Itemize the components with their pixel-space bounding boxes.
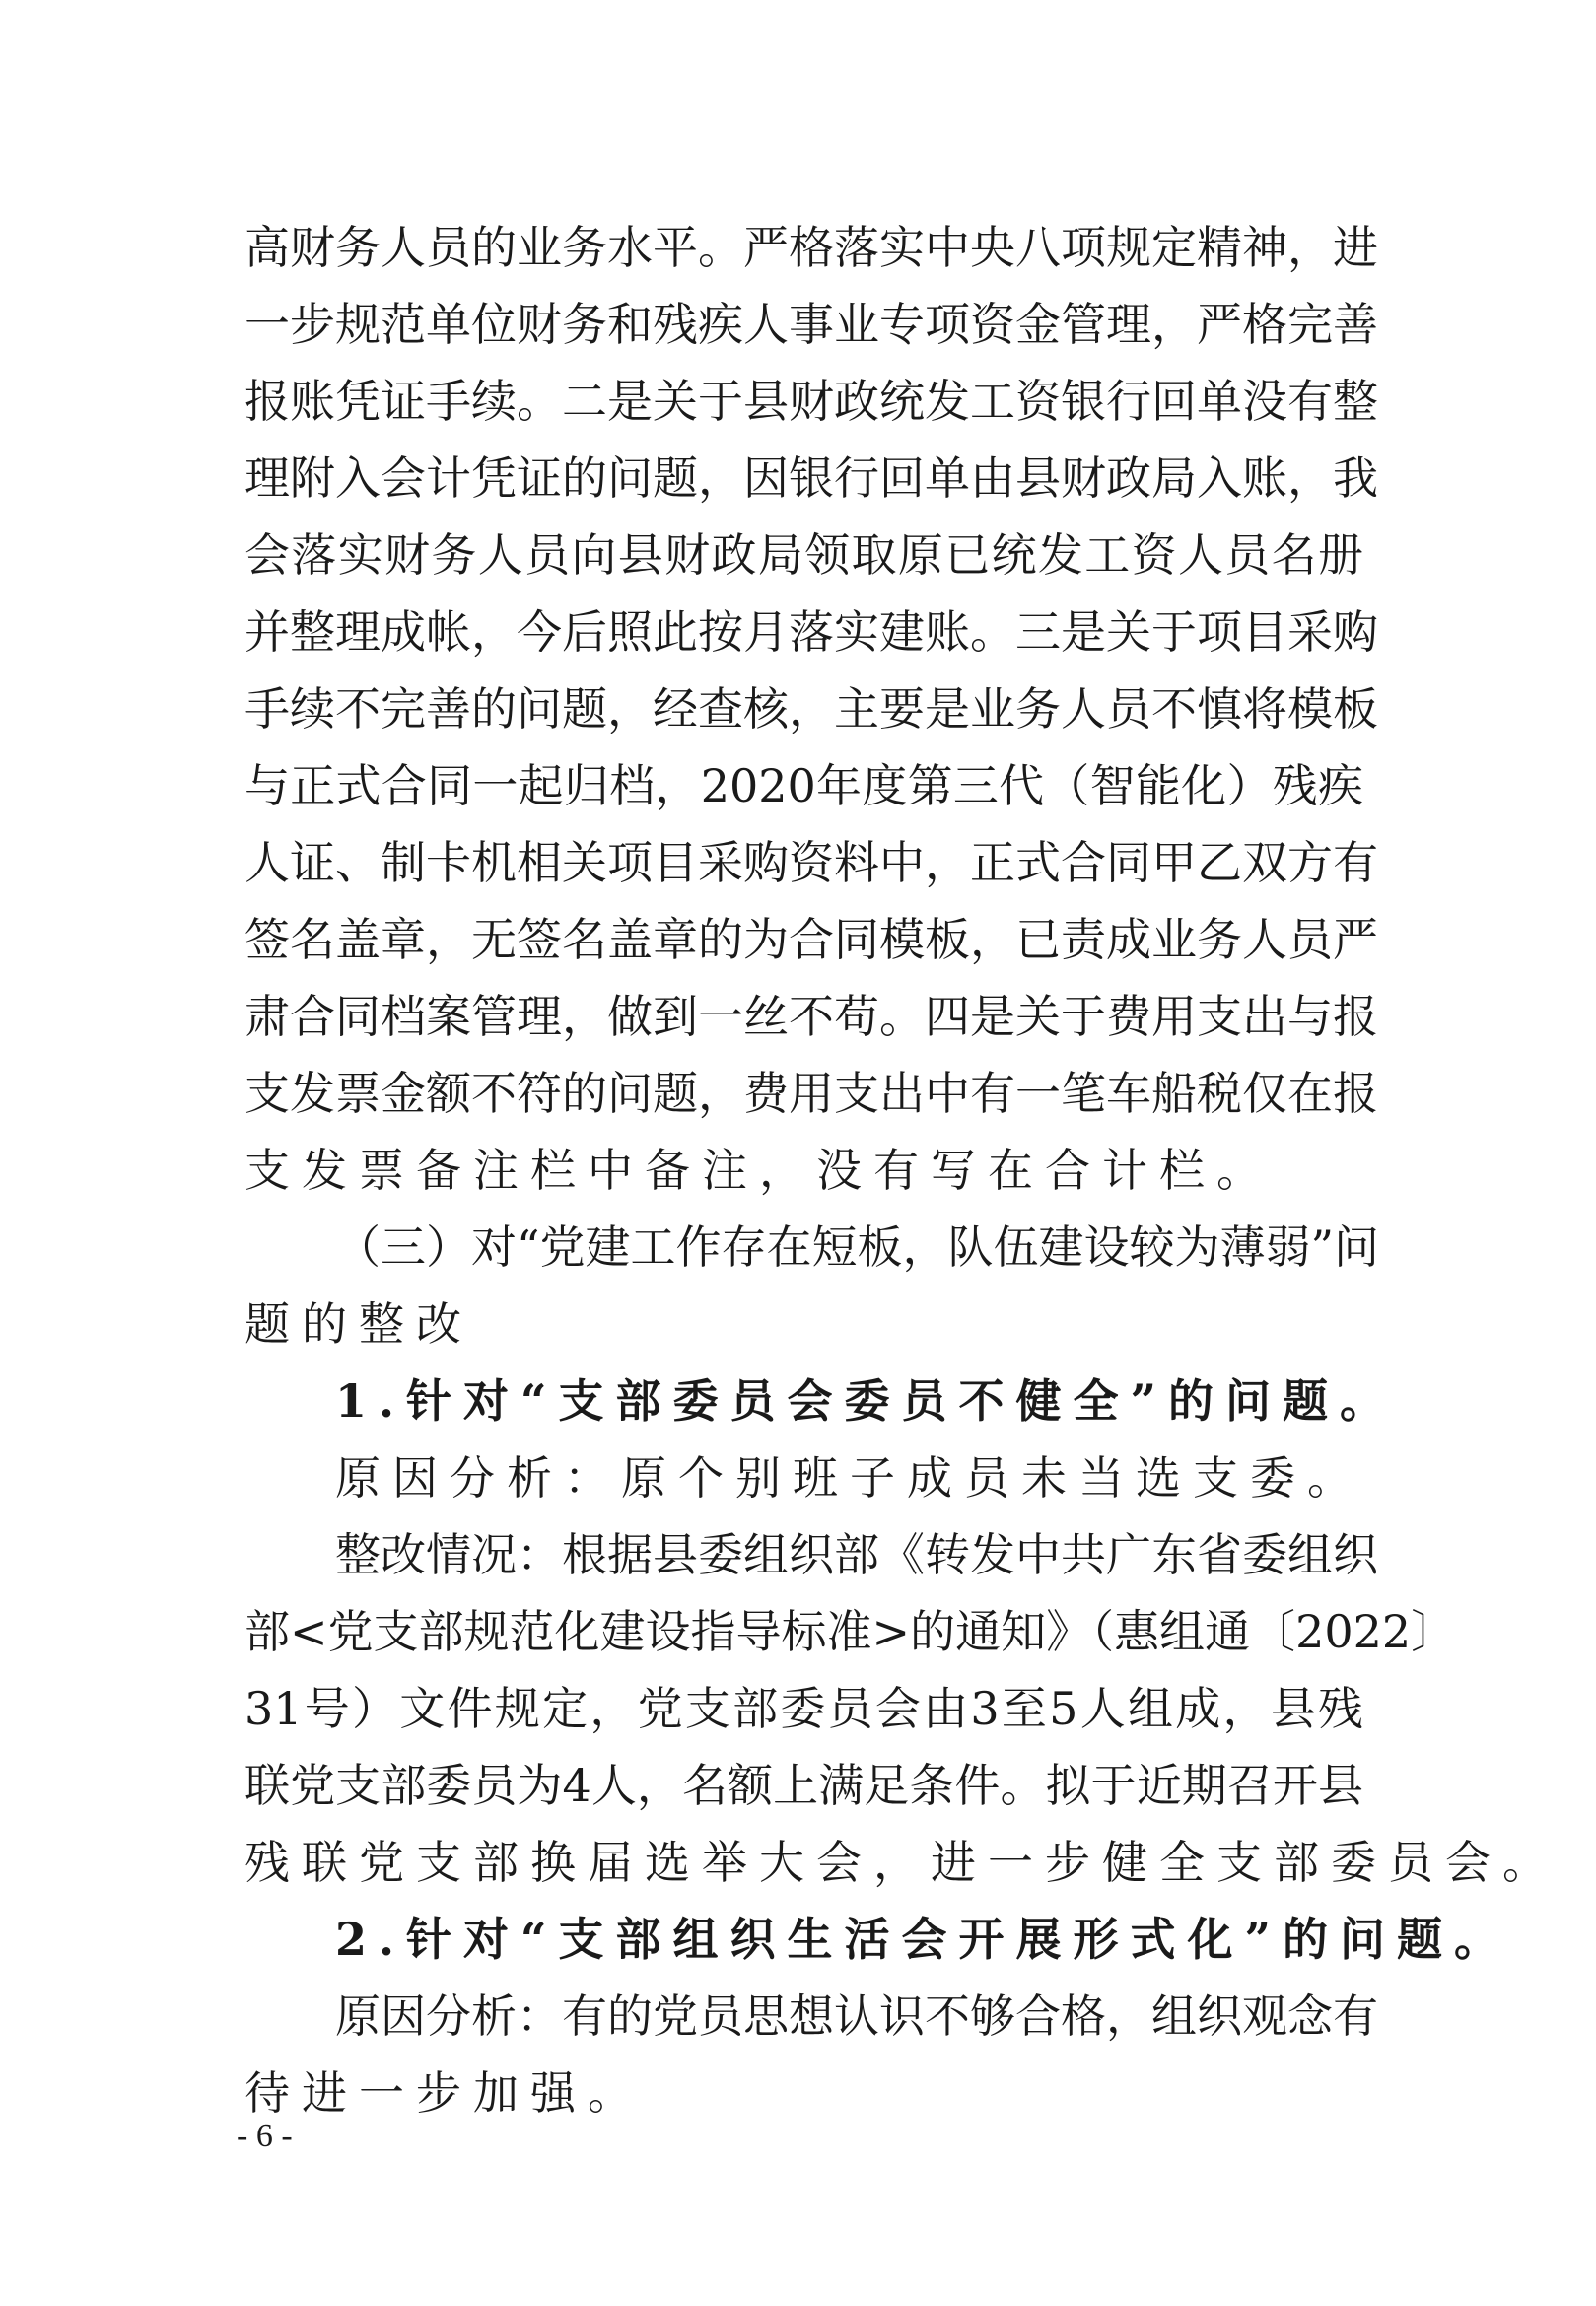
paragraph-line: 残联党支部换届选举大会，进一步健全支部委员会。 (244, 1836, 1560, 1889)
paragraph-line: 与正式合同一起归档，2020年度第三代（智能化）残疾 (244, 759, 1363, 812)
paragraph-line: 支发票金额不符的问题，费用支出中有一笔车船税仅在报 (244, 1067, 1378, 1120)
analysis-line: 原因分析：原个别班子成员未当选支委。 (335, 1451, 1364, 1504)
paragraph-line: 部<党支部规范化建设指导标准>的通知》（惠组通〔2022〕 (244, 1605, 1457, 1658)
paragraph-line: 手续不完善的问题，经查核，主要是业务人员不慎将模板 (244, 682, 1378, 735)
paragraph-line: 会落实财务人员向县财政局领取原已统发工资人员名册 (244, 528, 1363, 582)
analysis-line: 原因分析：有的党员思想认识不够合格，组织观念有 (335, 1990, 1378, 2043)
section-heading-line: 题的整改 (244, 1297, 473, 1351)
page-number: - 6 - (237, 2118, 293, 2154)
section-heading-line: （三）对“党建工作存在短板，队伍建设较为薄弱”问 (335, 1221, 1380, 1274)
subsection-heading: 1.针对“支部委员会委员不健全”的问题。 (335, 1374, 1397, 1428)
paragraph-line: 签名盖章，无签名盖章的为合同模板，已责成业务人员严 (244, 913, 1378, 966)
paragraph-line: 支发票备注栏中备注，没有写在合计栏。 (244, 1144, 1274, 1197)
paragraph-line: 31号）文件规定，党支部委员会由3至5人组成，县残 (244, 1682, 1363, 1735)
paragraph-line: 联党支部委员为4人，名额上满足条件。拟于近期召开县 (244, 1759, 1363, 1812)
subsection-heading: 2.针对“支部组织生活会开展形式化”的问题。 (335, 1913, 1511, 1966)
paragraph-line: 理附入会计凭证的问题，因银行回单由县财政局入账，我 (244, 452, 1378, 505)
paragraph-line: 整改情况：根据县委组织部《转发中共广东省委组织 (335, 1528, 1378, 1581)
document-body (244, 209, 1560, 2131)
paragraph-line: 一步规范单位财务和残疾人事业专项资金管理，严格完善 (244, 298, 1378, 351)
paragraph-line: 报账凭证手续。二是关于县财政统发工资银行回单没有整 (244, 375, 1378, 428)
paragraph-line: 并整理成帐，今后照此按月落实建账。三是关于项目采购 (244, 605, 1378, 659)
paragraph-line: 人证、制卡机相关项目采购资料中，正式合同甲乙双方有 (244, 836, 1378, 889)
paragraph-line: 高财务人员的业务水平。严格落实中央八项规定精神，进 (244, 221, 1378, 274)
analysis-line: 待进一步加强。 (244, 2066, 645, 2120)
paragraph-line: 肃合同档案管理，做到一丝不苟。四是关于费用支出与报 (244, 990, 1378, 1043)
